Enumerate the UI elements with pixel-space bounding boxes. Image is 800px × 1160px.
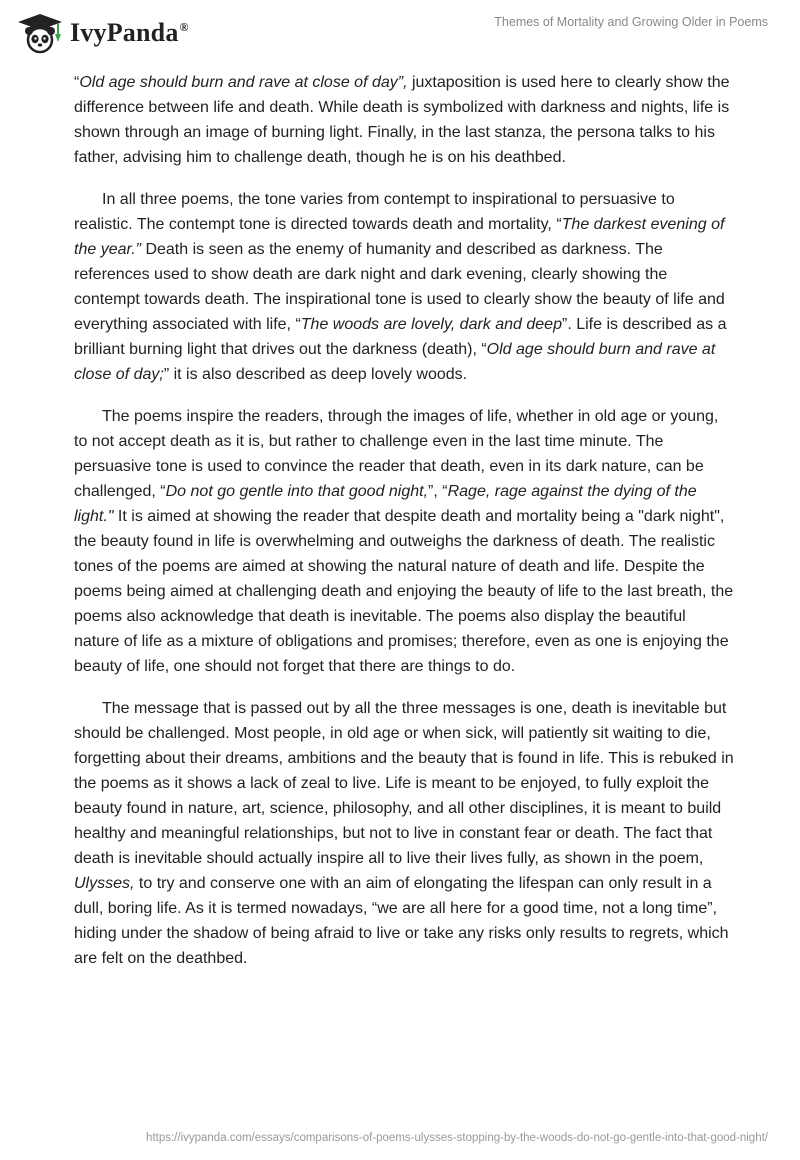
quoted-text: The woods are lovely, dark and deep (300, 316, 562, 333)
paragraph-text: In all three poems, the tone varies from contempt to inspirational to persuasive to realistic. The contempt tone is directed towards death and mortality, “ (74, 191, 675, 233)
paragraph-text: “ (74, 74, 80, 91)
paragraph-text: The poems inspire the readers, through the images of life, whether in old age or young, to not accept death as it is, but rather to challenge even in the last time minute. The persuasive tone is used to convince the reader that death, even in its dark nature, can be challenged, “ (74, 408, 719, 500)
paragraph-text: to try and conserve one with an aim of elongating the lifespan can only result in a dull, boring life. As it is termed nowadays, “we are all here for a good time, not a long time”, hiding under the shadow of being afraid to live or take any risks only results to regrets, which are felt on the deathbed. (74, 875, 729, 967)
paragraph-text: The message that is passed out by all the three messages is one, death is inevitable but should be challenged. Most people, in old age or when sick, will patiently sit waiting to die, forgetting about their dreams, ambitions and the beauty that is found in life. This is rebuked in the poems as it shows a lack of zeal to live. Life is meant to be enjoyed, to fully exploit the beauty found in nature, art, science, philosophy, and all other disciplines, it is meant to build healthy and meaningful relationships, but not to live in constant fear or death. The fact that death is inevitable should actually inspire all to live their lives fully, as shown in the poem, (74, 700, 734, 867)
paragraph-text: It is aimed at showing the reader that despite death and mortality being a "dark night", the beauty found in life is overwhelming and outweighs the darkness of death. The realistic tones of the poems are aimed at showing the natural nature of death and life. Despite the poems being aimed at challenging death and enjoying the beauty of life to the last breath, the poems also acknowledge that death is inevitable. The poems also display the beautiful nature of life as a mixture of obligations and promises; therefore, even as one is enjoying the beauty of life, one should not forget that there are things to do. (74, 508, 734, 675)
document-title: Themes of Mortality and Growing Older in Poems (494, 15, 768, 29)
essay-paragraph (74, 70, 734, 170)
paragraph-text: ” it is also described as deep lovely woods. (163, 366, 468, 383)
paragraph-text: Death is seen as the enemy of humanity and described as darkness. The references used to show death are dark night and dark evening, clearly showing the contempt towards death. The inspirational tone is used to clearly show the beauty of life and everything associated with life, “ (74, 241, 725, 333)
brand-name: IvyPanda® (70, 18, 189, 47)
ivypanda-logo[interactable] (14, 12, 189, 54)
panda-graduate-icon (14, 12, 66, 54)
quoted-text: Old age should burn and rave at close of day”, (79, 74, 408, 91)
essay-paragraph (74, 187, 734, 387)
page-header (0, 0, 800, 60)
paragraph-text: ”. Life is described as a brilliant burning light that drives out the darkness (death), “ (74, 316, 727, 358)
source-url[interactable]: https://ivypanda.com/essays/comparisons-of-poems-ulysses-stopping-by-the-woods-do-not-go-gentle-into-that-good-night/ (146, 1132, 768, 1144)
essay-paragraph (74, 404, 734, 679)
quoted-text: Do not go gentle into that good night, (165, 483, 429, 500)
paragraph-text: juxtaposition is used here to clearly show the difference between life and death. While death is symbolized with darkness and nights, life is shown through an image of burning light. Finally, in the last stanza, the persona talks to his father, advising him to challenge death, though he is on his deathbed. (74, 74, 730, 166)
essay-paragraph (74, 696, 734, 971)
quoted-text: Old age should burn and rave at close of day; (74, 341, 716, 383)
quoted-text: Rage, rage against the dying of the light." (74, 483, 697, 525)
quoted-text: Ulysses, (74, 875, 135, 892)
essay-body (74, 70, 734, 988)
registered-mark: ® (179, 20, 189, 35)
quoted-text: The darkest evening of the year.” (74, 216, 725, 258)
paragraph-text: ”, “ (428, 483, 448, 500)
